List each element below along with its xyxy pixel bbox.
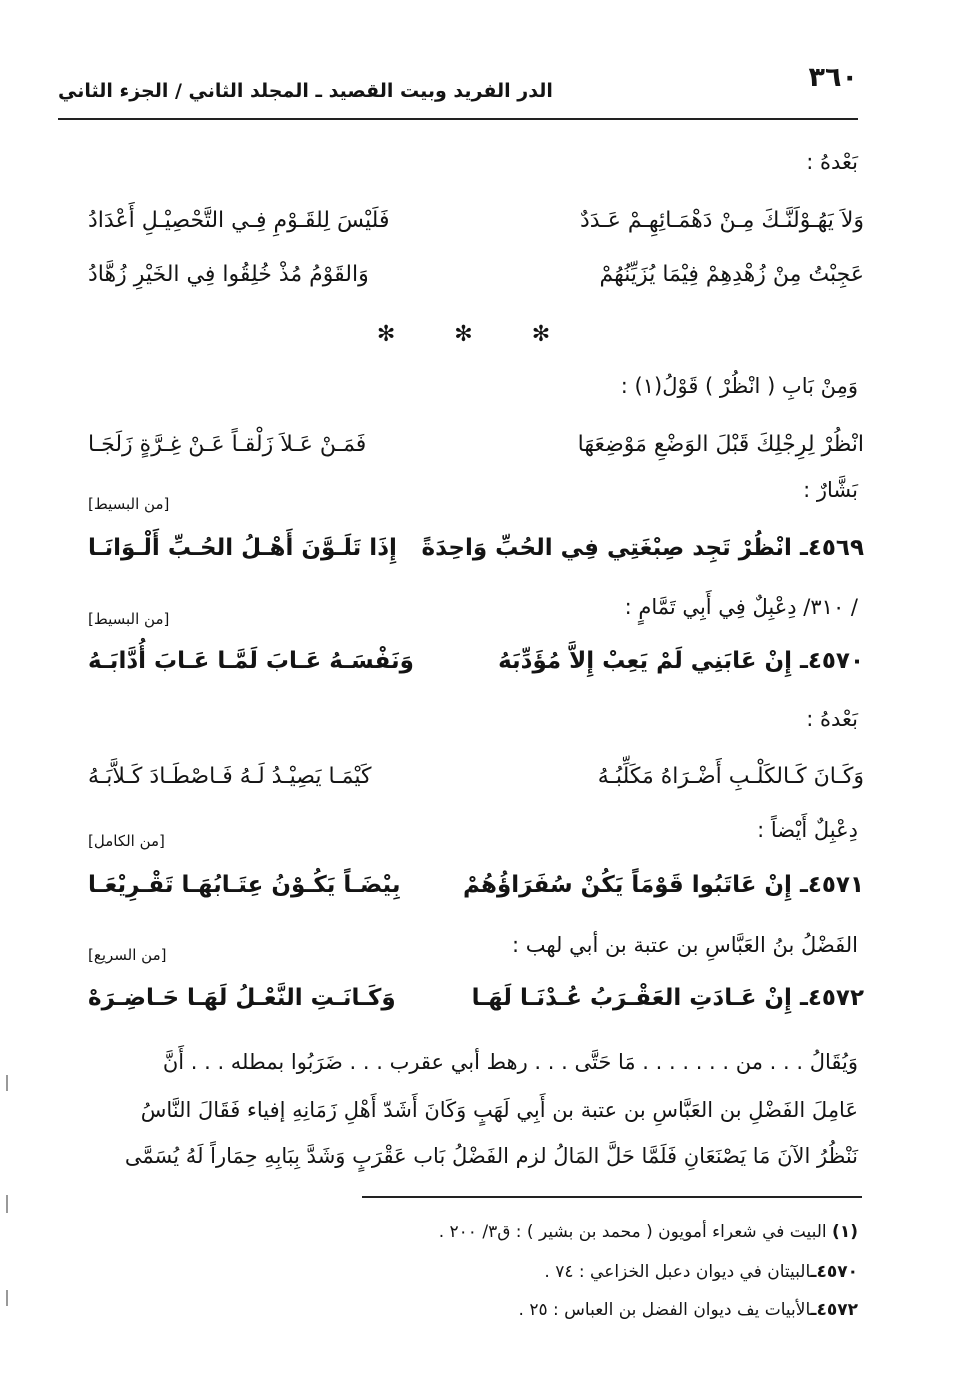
intro-baadahu-2: بَعْدهُ : [806, 707, 858, 731]
verse-a [88, 208, 864, 248]
verse-number-4570: ٤٥٧٠ـ [799, 648, 864, 674]
footnote-4570-number: ٤٥٧٠ـ [810, 1262, 858, 1282]
footnote-4572 [519, 1300, 858, 1320]
verse-c-hemistich-1: انْظُرْ لِرِجْلِكَ قَبْلَ الوَضْعِ مَوْضِعَهَا [577, 432, 864, 457]
prose-line-2: عَامِلَ الفَضْلِ بن العَبَّاسِ بن عتبة بن أَبِي لَهَبٍ وَكَانَ أَشَدّ أَهْلِ زَمَانِهِ إفياء فَقَالَ النَّاسُ [140, 1098, 858, 1122]
prose-line-1: وَيُقَالُ . . . من . . . . . . . مَا حَتَّى . . . رهط أبي عقرب . . . ضَرَبُوا بمطله . . . أَنَّ [162, 1050, 858, 1074]
verse-4571-hemistich-2: بِيْضَـاً يَكُـوْنُ عِتَـابُهَـا تَقْـرِيْعَـا [88, 872, 401, 898]
scan-edge-mark [6, 1290, 8, 1306]
footnote-1-number: (١) [832, 1222, 858, 1242]
verse-4570-text-1: إِنْ عَابَنِي لَمْ يَعِبْ إِلاَّ مُؤَدِّبَهُ [498, 648, 792, 674]
verse-4572-hemistich-1 [472, 985, 864, 1011]
meter-tag-4572: [من السريع] [88, 946, 167, 964]
verse-c-hemistich-2: فَمَـنْ عَـلاَ زَلْقـاً عَـنْ غِـرَّةٍ زَلَجَـا [88, 432, 367, 457]
verse-d-hemistich-2: كَيْمَـا يَصِيْـدُ لَـهُ فَـاصْطَـادَ كَـلاَّبَـهُ [88, 764, 372, 789]
page-number: ٣٦٠ [808, 62, 858, 93]
verse-number-4571: ٤٥٧١ـ [799, 872, 864, 898]
verse-4570-hemistich-2: وَنَفْسَـهُ عَـابَ لَمَّـا عَـابَ أُدَّابَـهُ [88, 648, 414, 674]
scan-edge-mark [6, 1075, 8, 1091]
verse-4570 [88, 648, 864, 688]
meter-tag-4571: [من الكامل] [88, 832, 165, 850]
verse-a-hemistich-2: فَلَيْسَ لِلقَـوْمِ فِـي التَّحْصِيْـلِ أَعْدَادُ [88, 208, 390, 233]
verse-b [88, 262, 864, 302]
verse-4571 [88, 872, 864, 912]
verse-4571-hemistich-1 [463, 872, 864, 898]
verse-b-hemistich-2: وَالقَوْمُ مُذْ خُلِقُوا فِي الخَيْرِ زُهَّادُ [88, 262, 369, 287]
verse-number-4569: ٤٥٦٩ـ [799, 535, 864, 561]
verse-b-hemistich-1: عَجِبْتُ مِنْ زُهْدِهِمْ فِيْمَا يُزَيِّنُهُمْ [599, 262, 864, 287]
scan-edge-mark [6, 1195, 8, 1213]
footnote-4572-text: الأبيات يف ديوان الفضل بن العباس : ٢٥ . [518, 1300, 811, 1320]
poet-intro-4570: / ٣١٠/ دِعْبِلٌ فِي أَبِي تَمَّامٍ : [624, 595, 858, 619]
verse-4572-hemistich-2: وَكَـانَـتِ النَّعْـلُ لَهَـا حَـاضِـرَهْ [88, 985, 396, 1011]
poet-intro-4571: دِعْبِلٌ أَيْضاً : [757, 818, 858, 842]
prose-line-3: نَنْظُرُ الآنَ مَا يَصْنَعَانِ فَلَمَّا حَلَّ المَالُ لزم الفَضْلُ بَاب عَقْرَبٍ وَشَدَّ بِبَابِهِ حِمَاراً لَهُ يُسَمَّى [124, 1144, 858, 1168]
verse-4569-text-1: انْظُرْ تَجِد صِبْغَتِي فِي الحُبِّ وَاحِدَةً [421, 535, 792, 561]
meter-tag-4570: [من البسيط] [88, 610, 170, 628]
footnote-4570 [544, 1262, 858, 1282]
running-title: الدر الفريد وبيت القصيد ـ المجلد الثاني / الجزء الثاني [58, 80, 553, 102]
footnote-4572-number: ٤٥٧٢ـ [810, 1300, 858, 1320]
bab-heading: وَمِنْ بَابِ ( انْظُرْ ) قَوْلُ(١) : [620, 374, 858, 398]
verse-4569-hemistich-1 [422, 535, 864, 561]
verse-number-4572: ٤٥٧٢ـ [799, 985, 864, 1011]
verse-4572-text-1: إِنْ عَـادَتِ العَقْـرَبُ عُـدْنَـا لَهَـا [471, 985, 792, 1011]
footnote-1 [439, 1222, 858, 1242]
verse-d-hemistich-1: وَكَـانَ كَـالكَلْـبِ أَضْـرَاهُ مَكَلِّبُـهُ [597, 764, 864, 789]
verse-4569 [88, 535, 864, 575]
footnote-4570-text: البيتان في ديوان دعبل الخزاعي : ٧٤ . [544, 1262, 811, 1282]
section-separator-stars: ✻ ✻ ✻ [376, 322, 577, 347]
meter-tag-4569: [من البسيط] [88, 495, 170, 513]
footnote-rule [362, 1196, 862, 1198]
footnote-1-text: البيت في شعراء أمويون ( محمد بن بشير ) : ق٣/ ٢٠٠ . [438, 1222, 827, 1242]
poet-intro-4572: الفَضْلُ بنُ العَبَّاسِ بن عتبة بن أبي لهب : [511, 933, 858, 957]
verse-4569-hemistich-2: إِذَا تَلَـوَّنَ أَهْـلُ الحُـبِّ أَلْـوَانَـا [88, 535, 397, 561]
header-rule [58, 118, 858, 120]
verse-4570-hemistich-1 [498, 648, 864, 674]
verse-4572 [88, 985, 864, 1025]
page-header [58, 62, 858, 112]
intro-baadahu: بَعْدهُ : [806, 150, 858, 174]
verse-c [88, 432, 864, 472]
poet-intro-4569: بَشَّارٌ : [803, 478, 858, 502]
verse-4571-text-1: إِنْ عَاتَبُوا قَوْمَاً يَكُنْ سُفَرَاؤُهُمْ [463, 872, 792, 898]
verse-a-hemistich-1: وَلاَ يَهُـوْلَنَّـكَ مِـنْ دَهْمَـائِهِـمْ عَـدَدٌ [579, 208, 864, 233]
verse-d [88, 764, 864, 804]
